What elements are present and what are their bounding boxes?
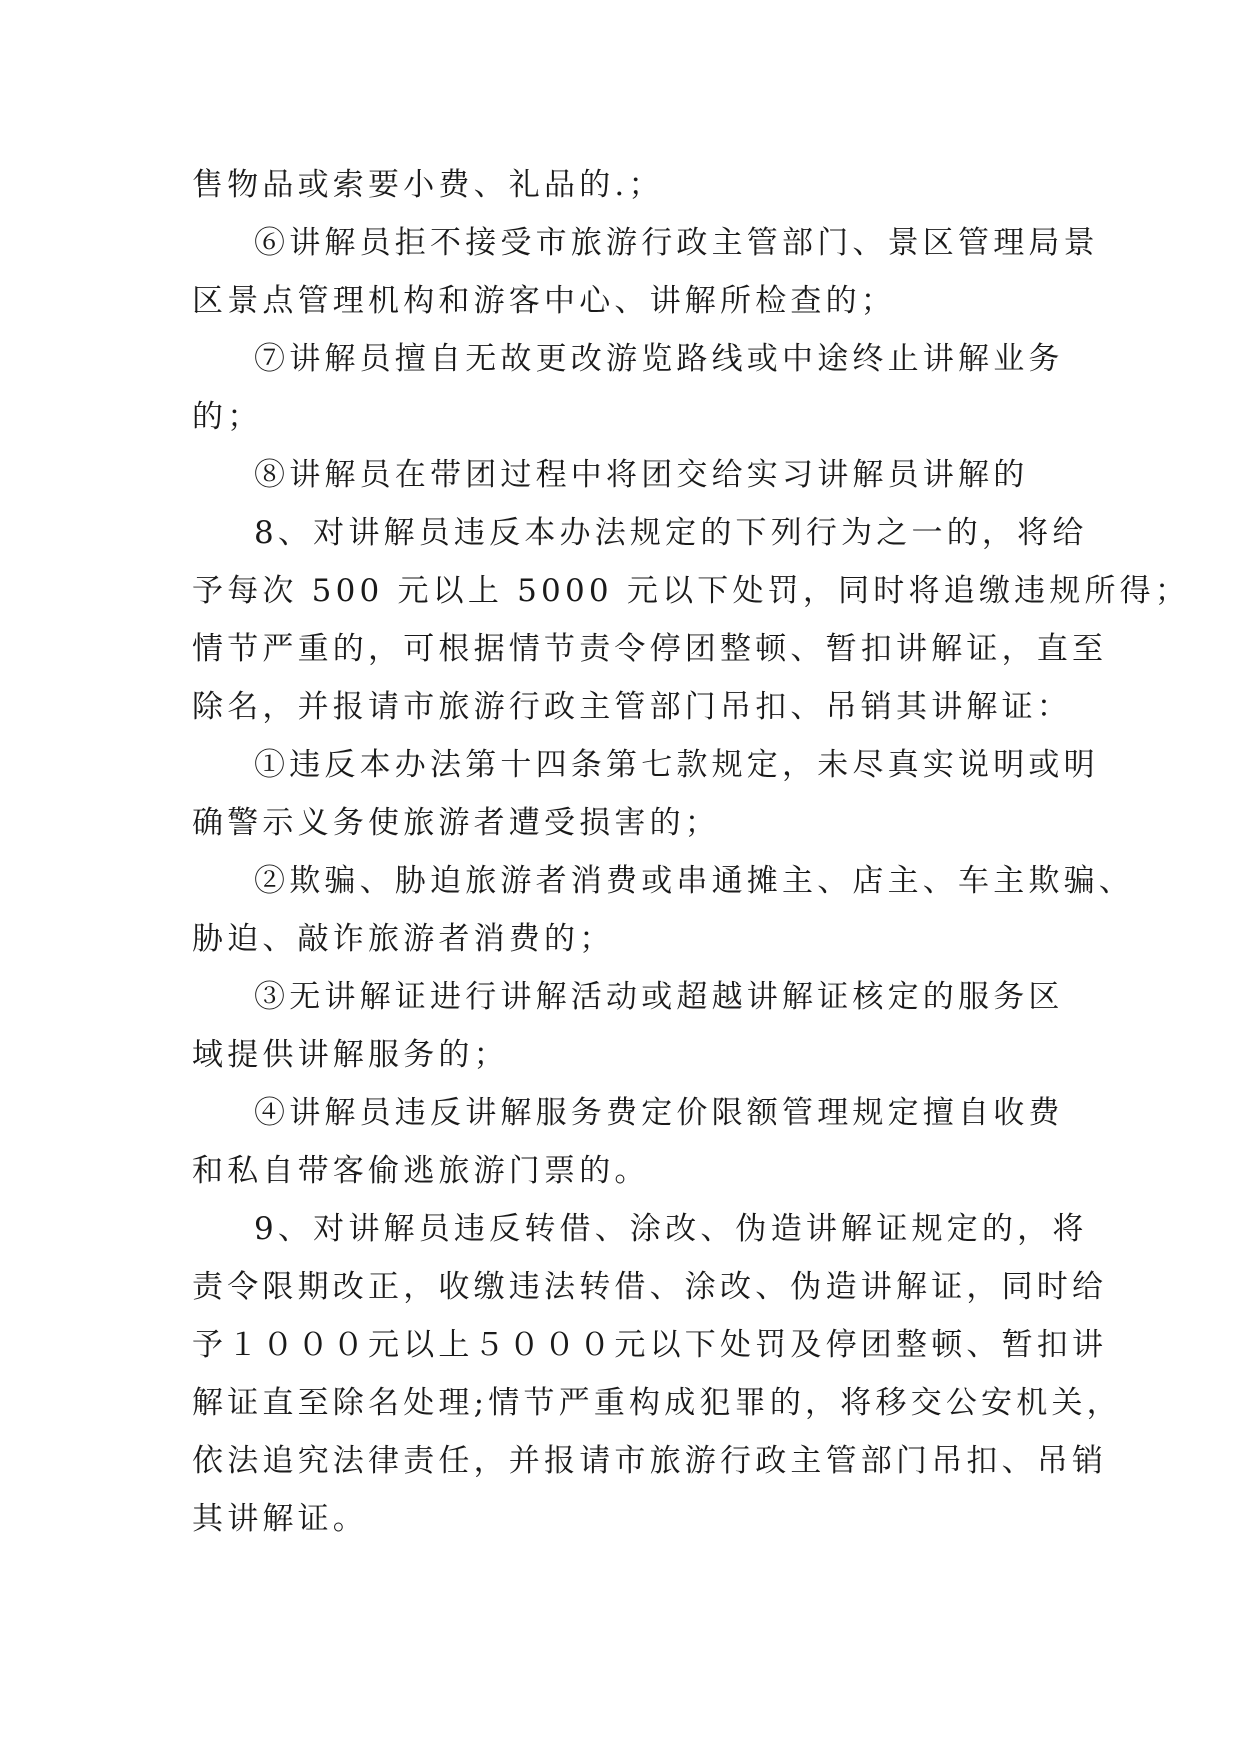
text-line: ②欺骗、胁迫旅游者消费或串通摊主、店主、车主欺骗、 [254,863,1134,899]
text-line: ⑥讲解员拒不接受市旅游行政主管部门、景区管理局景 [254,225,1099,261]
text-line: 其讲解证。 [192,1501,368,1537]
text-line: 的； [192,399,263,435]
text-line: 情节严重的，可根据情节责令停团整顿、暂扣讲解证，直至 [192,631,1108,667]
text-line: ⑦讲解员擅自无故更改游览路线或中途终止讲解业务 [254,341,1064,377]
text-line: 8、对讲解员违反本办法规定的下列行为之一的，将给 [254,515,1088,551]
text-line: 予每次 500 元以上 5000 元以下处罚，同时将追缴违规所得； [192,573,1191,609]
text-line: 依法追究法律责任，并报请市旅游行政主管部门吊扣、吊销 [192,1443,1108,1479]
text-line: ④讲解员违反讲解服务费定价限额管理规定擅自收费 [254,1095,1064,1131]
text-line: 区景点管理机构和游客中心、讲解所检查的； [192,283,896,319]
text-line: 域提供讲解服务的； [192,1037,509,1073]
document-body [192,156,1191,1548]
text-line: 胁迫、敲诈旅游者消费的； [192,921,615,957]
text-line: 售物品或索要小费、礼品的.； [192,167,664,203]
text-line: 予１０００元以上５０００元以下处罚及停团整顿、暂扣讲 [192,1327,1108,1363]
text-line: 除名，并报请市旅游行政主管部门吊扣、吊销其讲解证： [192,689,1072,725]
text-line: ①违反本办法第十四条第七款规定，未尽真实说明或明 [254,747,1099,783]
text-line: ⑧讲解员在带团过程中将团交给实习讲解员讲解的 [254,457,1029,493]
text-line: 9、对讲解员违反转借、涂改、伪造讲解证规定的，将 [254,1211,1088,1247]
text-line: 解证直至除名处理;情节严重构成犯罪的，将移交公安机关， [192,1385,1122,1421]
text-line: 和私自带客偷逃旅游门票的。 [192,1153,650,1189]
text-line: ③无讲解证进行讲解活动或超越讲解证核定的服务区 [254,979,1064,1015]
text-line: 确警示义务使旅游者遭受损害的； [192,805,720,841]
text-line: 责令限期改正，收缴违法转借、涂改、伪造讲解证，同时给 [192,1269,1108,1305]
